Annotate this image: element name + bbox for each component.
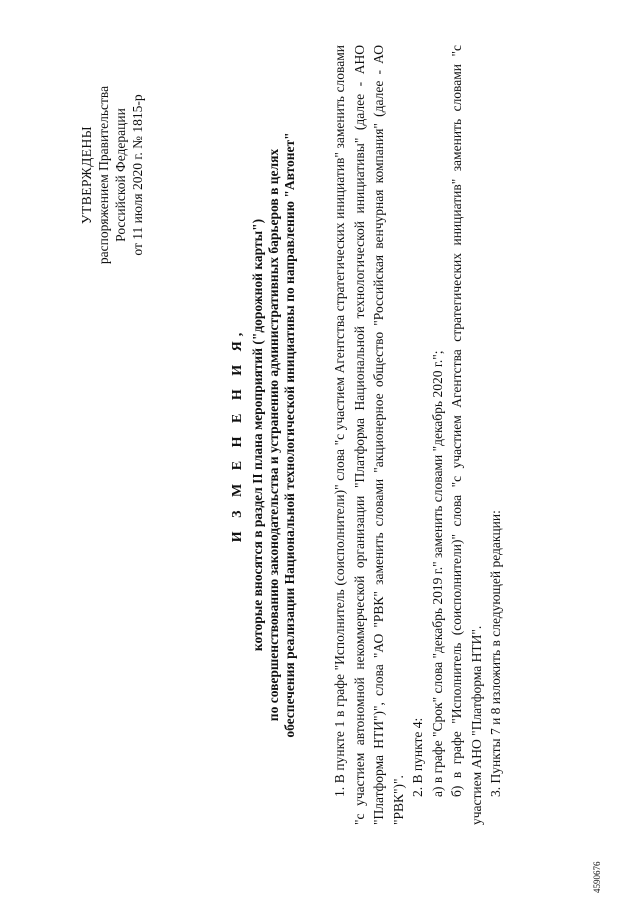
paragraph-4: б) в графе "Исполнитель (соисполнители)" слова "с участием Агентства стратегических инициатив" заменить словами "с участием АНО "Платформа НТИ".: [449, 45, 484, 825]
paragraph-2: 2. В пункте 4:: [410, 717, 425, 797]
document-title: И З М Е Н Е Н И Я,: [230, 327, 245, 543]
approval-heading: УТВЕРЖДЕНЫ: [79, 125, 94, 225]
paragraph-1: 1. В пункте 1 в графе "Исполнитель (соисполнители)" слова "с участием Агентства стратегических инициатив" заменить словами "с участием автономной некоммерческой организации "Платформа Национальной технологической инициативы" (далее - АНО "Платформа НТИ")", слова "АО "РВК" заменить словами "акционерное общество "Российская венчурная компания" (далее - АО "РВК")".: [332, 45, 406, 825]
approval-stamp: [78, 45, 146, 305]
document-number: 4590676: [592, 861, 602, 893]
approval-line-2: Российской Федерации: [113, 108, 128, 242]
paragraph-3: а) в графе "Срок" слова "декабрь 2019 г." заменить словами "декабрь 2020 г.";: [429, 350, 445, 797]
subtitle-line-2: по совершенствованию законодательства и устранению административных барьеров в целях: [266, 148, 281, 722]
subtitle-line-3: обеспечения реализации Национальной технологической инициативы по направлению "Автонет": [282, 132, 297, 738]
approval-line-3: от 11 июля 2020 г. № 1815-р: [130, 94, 145, 256]
document-subtitle: [250, 75, 298, 795]
approval-line-1: распоряжением Правительства: [96, 85, 111, 265]
document-body: [330, 45, 506, 825]
subtitle-line-1: которые вносятся в раздел II плана мероприятий ("дорожной карты"): [250, 218, 265, 652]
paragraph-5: 3. Пункты 7 и 8 изложить в следующей редакции:: [488, 510, 503, 797]
